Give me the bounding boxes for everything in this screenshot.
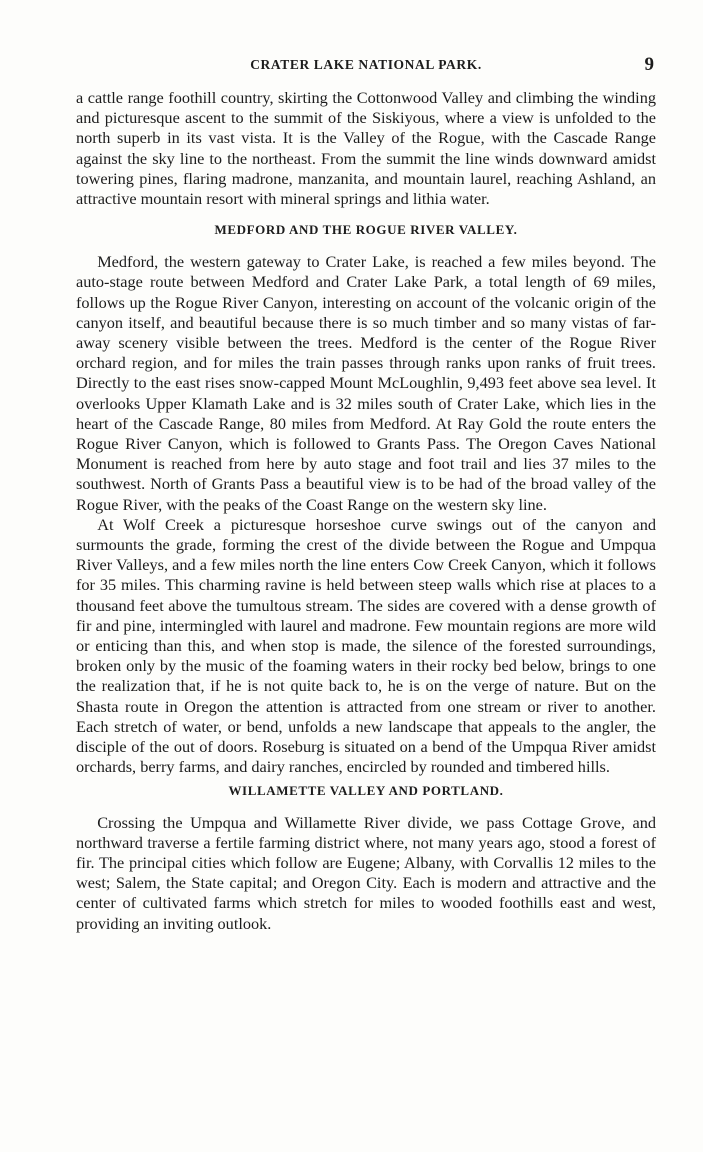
paragraph-medford: Medford, the western gateway to Crater Lake, is reached a few miles beyond. The auto-stage route between Medford and Crater Lake Park, a total length of 69 miles, follows up the Rogue River Canyon, interesting on account of the volcanic origin of the canyon itself, and beautiful because there is so much timber and so many vistas of far-away scenery visible between the trees. Medford is the center of the Rogue River orchard region, and for miles the train passes through ranks upon ranks of fruit trees. Directly to the east rises snow-capped Mount McLoughlin, 9,493 feet above sea level. It overlooks Upper Klamath Lake and is 32 miles south of Crater Lake, which lies in the heart of the Cascade Range, 80 miles from Medford. At Ray Gold the route enters the Rogue River Canyon, which is followed to Grants Pass. The Oregon Caves National Monument is reached from here by auto stage and foot trail and lies 37 miles to the southwest. North of Grants Pass a beautiful view is to be had of the broad valley of the Rogue River, with the peaks of the Coast Range on the western sky line. [76,252,656,514]
running-title: CRATER LAKE NATIONAL PARK. [250,57,482,72]
paragraph-siskiyous: a cattle range foothill country, skirting the Cottonwood Valley and climbing the winding and picturesque ascent to the summit of the Siskiyous, where a view is unfolded to the north superb in its vast vista. It is the Valley of the Rogue, with the Cascade Range against the sky line to the northeast. From the summit the line winds downward amidst towering pines, flaring madrone, manzanita, and mountain laurel, reaching Ashland, an attractive mountain resort with mineral springs and lithia water. [76,88,656,209]
page-number: 9 [644,54,654,75]
section-heading-medford: MEDFORD AND THE ROGUE RIVER VALLEY. [214,222,518,238]
paragraph-wolf-creek: At Wolf Creek a picturesque horseshoe curve swings out of the canyon and surmounts the grade, forming the crest of the divide between the Rogue and Umpqua River Valleys, and a few miles north the line enters Cow Creek Canyon, which it follows for 35 miles. This charming ravine is held between steep walls which rise at places to a thousand feet above the tumultous stream. The sides are covered with a dense growth of fir and pine, intermingled with laurel and madrone. Few mountain regions are more wild or enticing than this, and when stop is made, the silence of the forested surroundings, broken only by the music of the foaming waters in their rocky bed below, brings to one the realization that, if he is not quite back to, he is on the verge of nature. But on the Shasta route in Oregon the attention is attracted from one stream or river to another. Each stretch of water, or bend, unfolds a new landscape that appeals to the angler, the disciple of the out of doors. Roseburg is situated on a bend of the Umpqua River amidst orchards, berry farms, and dairy ranches, encircled by rounded and timbered hills. [76,514,656,777]
running-header [76,50,656,80]
section-heading-willamette: WILLAMETTE VALLEY AND PORTLAND. [228,782,504,798]
paragraph-willamette: Crossing the Umpqua and Willamette River divide, we pass Cottage Grove, and northward traverse a fertile farming district where, not many years ago, stood a forest of fir. The principal cities which follow are Eugene; Albany, with Corvallis 12 miles to the west; Salem, the State capital; and Oregon City. Each is modern and attractive and the center of cultivated farms which stretch for miles to wooded foothills east and west, providing an inviting outlook. [76,812,656,933]
document-page [76,50,656,934]
